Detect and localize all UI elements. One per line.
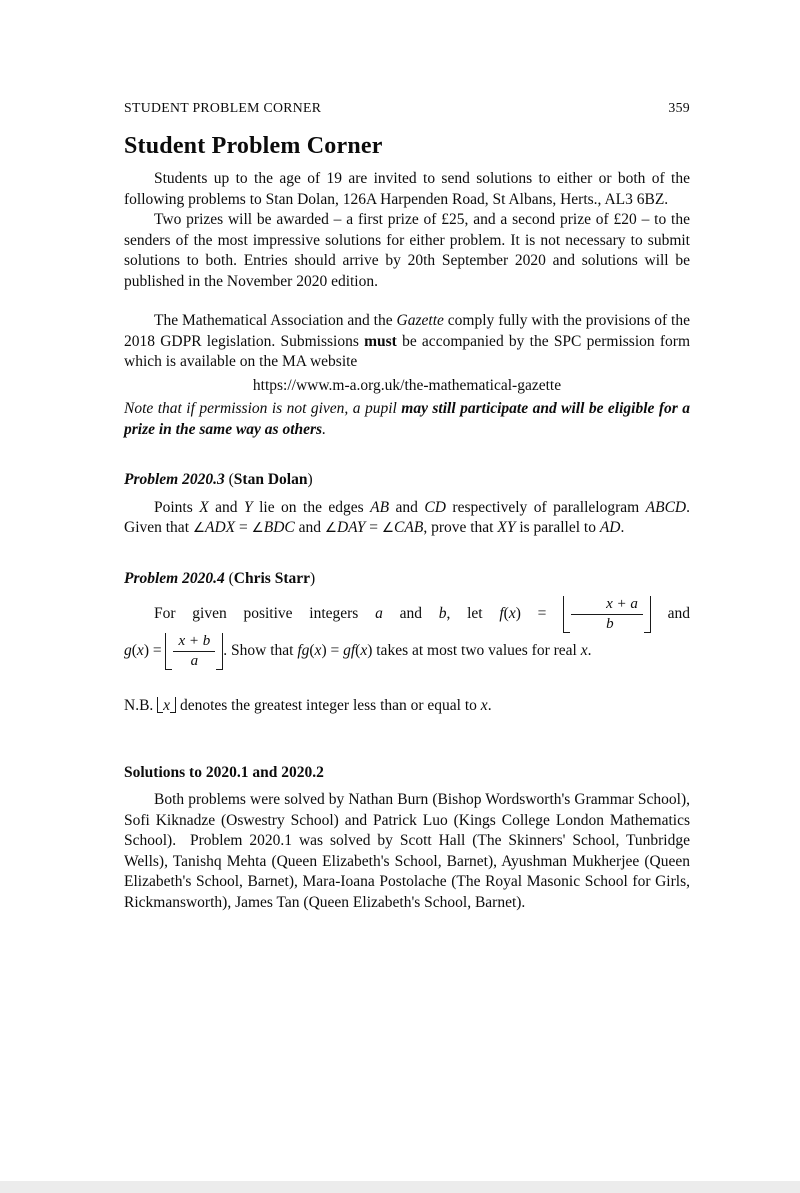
problem-2020-3-heading: Problem 2020.3 (Stan Dolan) <box>124 471 313 488</box>
fraction-numerator: x + b <box>178 633 211 650</box>
text-run: fg <box>297 642 310 660</box>
text-run: AD <box>599 519 621 536</box>
fraction-denominator: a <box>173 651 215 670</box>
floor-bracket-right <box>216 633 223 670</box>
text-run: AB <box>370 498 390 516</box>
text-run: a <box>375 605 383 623</box>
text-run: x <box>480 697 488 714</box>
text-run: Problem 2020.4 <box>124 569 225 587</box>
angle-symbol: ∠ <box>324 520 337 536</box>
text-run: . <box>322 420 326 438</box>
text-run: gf <box>343 642 356 660</box>
problem-2020-4-text-cont: g(x) = $\frac{x + b}{a}$ . Show that fg(x) = gf(x) takes at most two values for real x. <box>124 633 592 669</box>
text-run: Chris Starr <box>233 569 310 587</box>
gazette-url[interactable]: https://www.m-a.org.uk/the-mathematical-gazette <box>252 376 562 394</box>
text-run: may still participate and will be eligible for a prize in the same way as others <box>124 400 690 438</box>
intro-paragraph: Students up to the age of 19 are invited to send solutions to either or both of the following problems to Stan Dolan, 126A Harpenden Road, St Albans, Herts., AL3 6BZ. <box>124 170 690 208</box>
text-run: x <box>580 642 588 660</box>
text-run: ABCD <box>645 498 687 516</box>
fraction <box>173 633 215 670</box>
problem-2020-4-text: For given positive integers a and b, let f(x) = $\frac{x + a}{b}$ and <box>154 596 690 632</box>
floor-bracket-right <box>644 596 651 633</box>
page-bottom-edge <box>0 1181 800 1193</box>
text-run: x <box>163 697 171 714</box>
permission-note <box>124 399 690 440</box>
text-run: Solutions to 2020.1 and 2020.2 <box>124 763 324 781</box>
text-run: X <box>199 498 209 516</box>
text-run: CAB <box>394 519 424 536</box>
text-run: x <box>360 642 368 660</box>
gdpr-paragraph: The Mathematical Association and the Gazette comply fully with the provisions of the 2018 GDPR legislation. Submissions must be accompanied by the SPC permission form which is available on the MA website <box>124 312 691 370</box>
text-run: x <box>314 642 322 660</box>
text-run: b <box>438 605 447 623</box>
text-run: Stan Dolan <box>233 471 308 488</box>
text-run: Y <box>244 498 253 516</box>
floor-bracket-right <box>170 697 176 713</box>
page-body <box>124 169 690 913</box>
text-run: x <box>508 605 516 623</box>
solutions-heading <box>124 763 690 784</box>
text-run: XY <box>497 519 516 536</box>
solutions-paragraph: Both problems were solved by Nathan Burn (Bishop Wordsworth's Grammar School), Sofi Kiknadze (Oswestry School) and Patrick Luo (Kings College London Mathematics School). Problem 2020.1 was solved by Scott Hall (The Skinners' School, Tunbridge Wells), Tanishq Mehta (Queen Elizabeth's School, Barnet), Ayushman Mukherjee (Queen Elizabeth's School, Barnet), Mara-Ioana Postolache (The Royal Masonic School for Girls, Rickmansworth), James Tan (Queen Elizabeth's School, Barnet). <box>124 791 690 911</box>
page-header <box>124 100 690 116</box>
text-run: Note that if permission is not given, a pupil <box>124 400 402 417</box>
fraction-numerator: x + a <box>606 596 638 613</box>
angle-symbol: ∠ <box>251 520 264 536</box>
problem-2020-3-text: Points X and Y lie on the edges AB and CD respectively of parallelogram ABCD. Given that ∠ADX = ∠BDC and ∠DAY = ∠CAB, prove that XY is parallel to AD. <box>124 498 690 536</box>
floor-bracket-left <box>563 596 570 633</box>
text-run: Gazette <box>396 312 444 329</box>
text-run: must <box>364 332 397 350</box>
problem-2020-4-heading: Problem 2020.4 (Chris Starr) <box>124 569 316 587</box>
text-run: g <box>124 642 132 660</box>
text-run: ADX <box>204 519 236 536</box>
floor-bracket-left <box>165 633 172 670</box>
floor-definition-note: N.B. x denotes the greatest integer less than or equal to x. <box>124 697 492 714</box>
page-title: Student Problem Corner <box>124 133 383 159</box>
text-run: x <box>136 642 144 660</box>
text-run: CD <box>424 498 446 516</box>
prizes-paragraph: Two prizes will be awarded – a first prize of £25, and a second prize of £20 – to the senders of the most impressive solutions for either problem. It is not necessary to submit solutions to both. Entries should arrive by 20th September 2020 and solutions will be published in the November 2020 edition. <box>124 211 690 290</box>
text-run: f <box>499 605 504 623</box>
fraction <box>571 596 643 633</box>
fraction-denominator: b <box>571 614 643 633</box>
text-run: BDC <box>263 519 295 536</box>
page-number: 359 <box>668 100 690 115</box>
text-run: Problem 2020.3 <box>124 471 225 488</box>
angle-symbol: ∠ <box>192 520 205 536</box>
running-head: STUDENT PROBLEM CORNER <box>124 100 322 115</box>
angle-symbol: ∠ <box>381 520 395 536</box>
text-run: DAY <box>336 519 366 536</box>
